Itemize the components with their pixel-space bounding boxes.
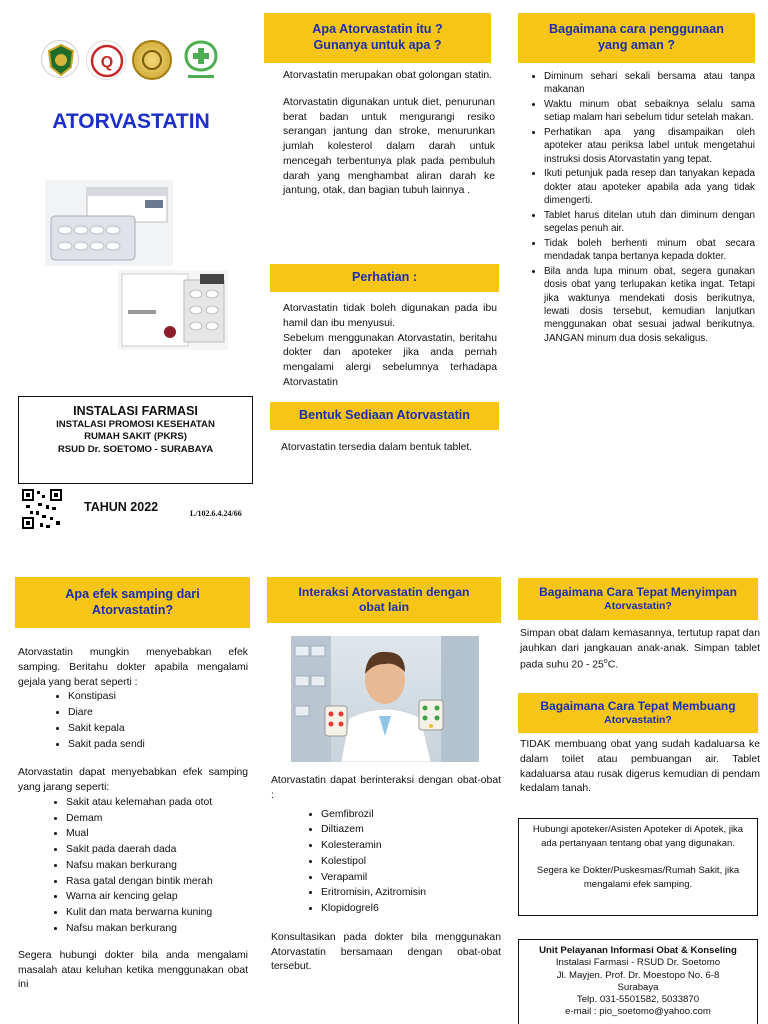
- list-item: • Eritromisin, Azitromisin: [321, 886, 501, 901]
- notice-line-2: Segera ke Dokter/Puskesmas/Rumah Sakit, jika mengalami efek samping.: [536, 864, 740, 890]
- list-item: • Diltiazem: [321, 823, 501, 838]
- about-heading: [264, 13, 491, 63]
- brochure-title: ATORVASTATIN: [52, 110, 210, 133]
- side-effects-list-rare: [18, 796, 248, 937]
- storage-heading-line-2: Atorvastatin?: [604, 599, 672, 612]
- usage-list: [528, 70, 755, 346]
- interactions-heading-line-2: obat lain: [358, 600, 410, 614]
- interactions-heading: [267, 577, 501, 623]
- institution-box: [18, 396, 253, 484]
- disposal-heading-line-1: Bagaimana Cara Tepat Membuang: [540, 698, 736, 713]
- pharmacist-photo: [291, 636, 479, 762]
- bentuk-text: Atorvastatin tersedia dalam bentuk tablet.: [281, 442, 473, 453]
- year-label: TAHUN 2022: [84, 500, 159, 514]
- notice-line-1: Hubungi apoteker/Asisten Apoteker di Apotek, jika ada pertanyaan tentang obat yang digunakan.: [532, 824, 744, 850]
- about-paragraph-1: Atorvastatin merupakan obat golongan statin.: [283, 70, 493, 81]
- contact-phone: Telp. 031-5501582, 5033870: [576, 994, 700, 1006]
- degree-symbol: o: [603, 657, 608, 665]
- panel-storage: [514, 560, 768, 1024]
- interactions-heading-line-1: Interaksi Atorvastatin dengan: [298, 584, 470, 599]
- list-item: • Sakit kepala: [68, 722, 248, 737]
- list-item: • Verapamil: [321, 871, 501, 886]
- list-item: • Klopidogrel6: [321, 902, 501, 917]
- storage-unit: C.: [607, 659, 619, 670]
- usage-item: • Bila anda lupa minum obat, segera gunakan dosis obat yang terlupakan ketika ingat. Tetapi jika waktunya mendekati dosis berikutnya, lewati dosis tersebut, kemudian lanjutkan menggunakan obat sesuai jadwal berikutnya. JANGAN minum dua dosis sekaligus.: [544, 265, 755, 346]
- side-effects-heading: [15, 577, 250, 628]
- list-item: • Demam: [66, 812, 248, 827]
- usage-heading-line-1: Bagaimana cara penggunaan: [549, 22, 724, 37]
- usage-item: • Tablet harus ditelan utuh dan diminum dengan segelas penuh air.: [544, 209, 755, 236]
- contact-title: Unit Pelayanan Informasi Obat & Konseling: [539, 945, 737, 956]
- list-item: • Nafsu makan berkurang: [66, 922, 248, 937]
- bentuk-heading-text: Bentuk Sediaan Atorvastatin: [299, 408, 470, 423]
- institution-line-1: INSTALASI FARMASI: [73, 404, 198, 418]
- interactions-list: [271, 808, 501, 917]
- usage-item: • Tidak boleh berhenti minum obat secara mendadak tanpa bertanya kepada dokter.: [544, 237, 755, 264]
- notice-box: [518, 818, 758, 916]
- panel-about: [264, 0, 504, 540]
- interactions-closing: Konsultasikan pada dokter bila menggunakan Atorvastatin bersamaan dengan obat-obat tersebut.: [271, 931, 501, 973]
- perhatian-paragraph-1: Atorvastatin tidak boleh digunakan pada ibu hamil dan ibu menyusui.: [283, 303, 497, 329]
- perhatian-heading: [270, 264, 499, 292]
- side-effects-intro: Atorvastatin mungkin menyebabkan efek samping. Beritahu dokter apabila mengalami gejala yang berat seperti :: [18, 647, 248, 688]
- perhatian-text: [283, 302, 497, 391]
- about-text: [283, 69, 495, 211]
- contact-line: Surabaya: [617, 981, 659, 993]
- province-emblem-icon: [41, 40, 79, 78]
- list-item: • Sakit atau kelemahan pada otot: [66, 796, 248, 811]
- list-item: • Konstipasi: [68, 690, 248, 705]
- list-item: • Diare: [68, 706, 248, 721]
- side-effects-list-common: [18, 690, 248, 752]
- storage-text: [520, 627, 760, 673]
- qr-code: [22, 489, 62, 529]
- contact-email: e-mail : pio_soetomo@yahoo.com: [565, 1006, 711, 1018]
- quality-award-icon: [86, 40, 126, 80]
- usage-heading-line-2: yang aman ?: [598, 38, 675, 52]
- perhatian-paragraph-2: Sebelum menggunakan Atorvastatin, beritahu dokter dan apoteker jika anda pernah mengalami alergi sebelumnya terhadapa Atorvastatin: [283, 332, 497, 388]
- list-item: • Nafsu makan berkurang: [66, 859, 248, 874]
- green-hospital-icon: [180, 38, 222, 82]
- medicine-box-photo: [45, 180, 173, 266]
- medicine-blister-photo: [118, 270, 228, 350]
- list-item: • Warna air kencing gelap: [66, 890, 248, 905]
- usage-item: • Perhatikan apa yang disampaikan oleh apoteker atau periksa label untuk mengetahui instruksi dosis Atorvastatin yang tepat.: [544, 126, 755, 166]
- about-heading-line-2: Gunanya untuk apa ?: [313, 38, 442, 52]
- side-effects-text: [18, 646, 248, 993]
- institution-line-2: INSTALASI PROMOSI KESEHATAN: [56, 419, 215, 430]
- interactions-text: [271, 774, 501, 975]
- side-effects-closing: Segera hubungi dokter bila anda mengalami masalah atau keluhan ketika menggunakan obat ini: [18, 949, 248, 991]
- side-effects-intro-2: Atorvastatin dapat menyebabkan efek samping yang jarang seperti:: [18, 767, 248, 794]
- usage-item: • Waktu minum obat sebaiknya selalu sama setiap malam hari sebelum tidur setelah makan.: [544, 98, 755, 125]
- contact-line: Instalasi Farmasi - RSUD Dr. Soetomo: [555, 957, 721, 969]
- panel-interactions: [264, 560, 508, 1024]
- panel-cover: [0, 0, 256, 540]
- svg-text:Q: Q: [100, 54, 114, 71]
- storage-heading-line-1: Bagaimana Cara Tepat Menyimpan: [539, 584, 737, 599]
- storage-text-main: Simpan obat dalam kemasannya, tertutup rapat dan jauhkan dari jangkauan anak-anak. Simpan tablet pada suhu 20 - 25: [520, 628, 760, 670]
- perhatian-heading-text: Perhatian :: [351, 270, 418, 285]
- storage-heading: [518, 578, 758, 620]
- about-heading-line-1: Apa Atorvastatin itu ?: [312, 22, 443, 37]
- panel-side-effects: [0, 560, 260, 1024]
- side-effects-heading-line-2: Atorvastatin?: [91, 602, 174, 617]
- gold-seal-icon: [132, 40, 172, 80]
- list-item: • Sakit pada daerah dada: [66, 843, 248, 858]
- list-item: • Kulit dan mata berwarna kuning: [66, 906, 248, 921]
- document-code: L/102.6.4.24/66: [190, 509, 242, 518]
- contact-line: Jl. Mayjen. Prof. Dr. Moestopo No. 6-8: [556, 969, 720, 981]
- contact-box: [518, 939, 758, 1024]
- list-item: • Kolesteramin: [321, 839, 501, 854]
- institution-line-4: RSUD Dr. SOETOMO - SURABAYA: [57, 443, 214, 455]
- about-paragraph-2: Atorvastatin digunakan untuk diet, penurunan berat badan untuk mengurangi resiko serangan jantung dan stroke, menurunkan jumlah kolesterol dalam darah untuk mencegah terbentunya plak pada pembuluh darah yang menghambat aliran darah ke jantung, otak, dan bagian tubuh lainnya .: [283, 96, 495, 197]
- side-effects-heading-line-1: Apa efek samping dari: [65, 586, 200, 601]
- disposal-heading: [518, 693, 758, 733]
- list-item: • Kolestipol: [321, 855, 501, 870]
- panel-usage: [518, 0, 768, 540]
- bentuk-heading: [270, 402, 499, 430]
- list-item: • Rasa gatal dengan bintik merah: [66, 875, 248, 890]
- usage-heading: [518, 13, 755, 63]
- interactions-intro: Atorvastatin dapat berinteraksi dengan obat-obat :: [271, 775, 501, 801]
- institution-line-3: RUMAH SAKIT (PKRS): [84, 431, 187, 443]
- list-item: • Sakit pada sendi: [68, 738, 248, 753]
- disposal-text: TIDAK membuang obat yang sudah kadaluarsa ke dalam toilet atau pembuangan air. Tablet kadaluarsa atau rusak digerus kemudian di pendam kedalam tanah.: [520, 739, 760, 795]
- disposal-heading-line-2: Atorvastatin?: [604, 713, 672, 726]
- list-item: • Gemfibrozil: [321, 808, 501, 823]
- usage-item: • Diminum sehari sekali bersama atau tanpa makanan: [544, 70, 755, 97]
- usage-item: • Ikuti petunjuk pada resep dan tanyakan kepada dokter atau apoteker apabila ada yang tidak dimengerti.: [544, 167, 755, 207]
- list-item: • Mual: [66, 827, 248, 842]
